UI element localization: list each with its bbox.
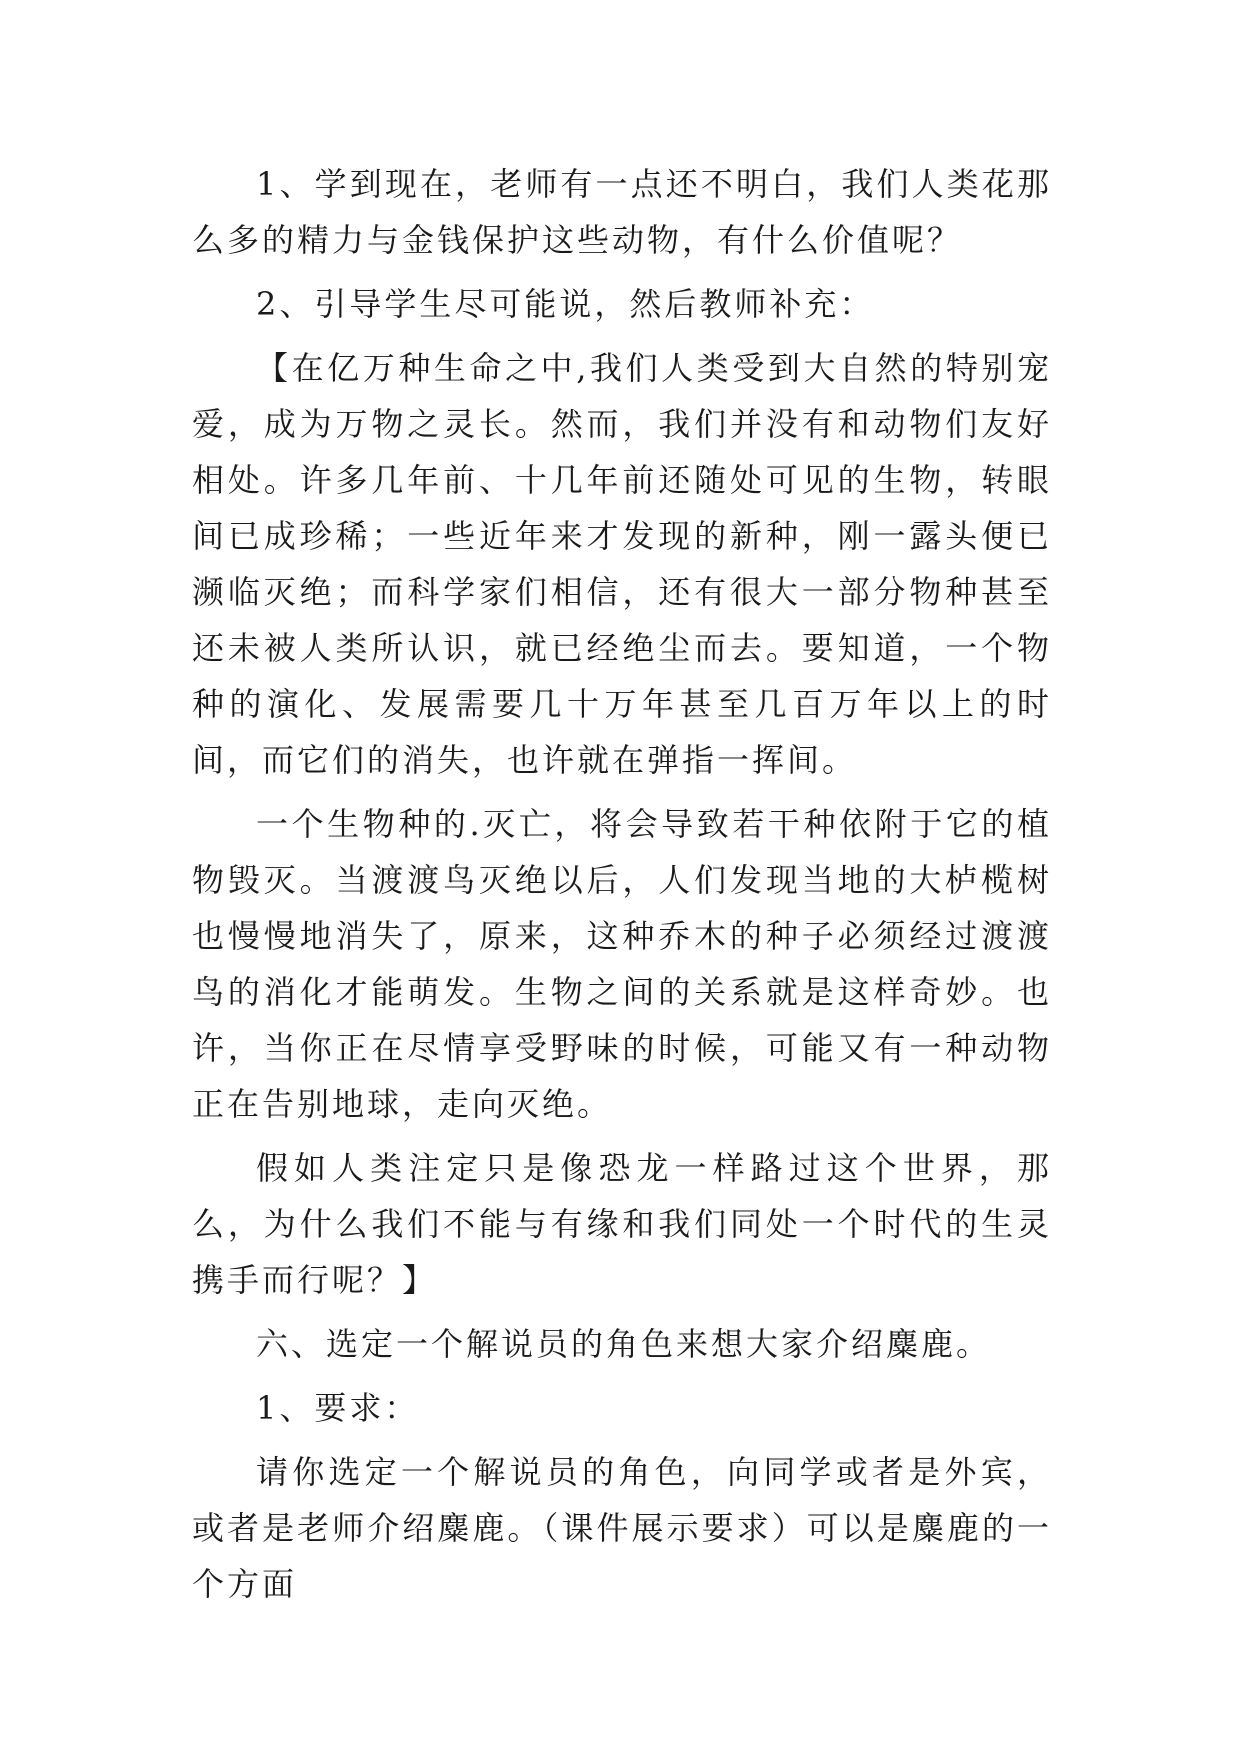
paragraph-guide: 2、引导学生尽可能说，然后教师补充： <box>256 285 875 323</box>
paragraph-extinction: 一个生物种的.灭亡，将会导致若干种依附于它的植物毁灭。当渡渡鸟灭绝以后，人们发现当地的大栌榄树也慢慢地消失了，原来，这种乔木的种子必须经过渡渡鸟的消化才能萌发。生物之间的关系就是这样奇妙。也许，当你正在尽情享受野味的时候，可能又有一种动物正在告别地球，走向灭绝。 <box>192 805 1052 1123</box>
paragraph-requirement-label: 1、要求： <box>256 1389 420 1427</box>
paragraph-question: 1、学到现在，老师有一点还不明白，我们人类花那么多的精力与金钱保护这些动物，有什么价值呢？ <box>192 165 1052 259</box>
section-heading-six: 六、选定一个解说员的角色来想大家介绍麋鹿。 <box>256 1325 992 1363</box>
paragraph-dinosaur: 假如人类注定只是像恐龙一样路过这个世界，那么，为什么我们不能与有缘和我们同处一个时代的生灵携手而行呢？】 <box>192 1149 1052 1299</box>
paragraph-requirement: 请你选定一个解说员的角色，向同学或者是外宾，或者是老师介绍麋鹿。（课件展示要求）可以是麋鹿的一个方面 <box>192 1453 1052 1603</box>
paragraph-supplement: 【在亿万种生命之中,我们人类受到大自然的特别宠爱，成为万物之灵长。然而，我们并没有和动物们友好相处。许多几年前、十几年前还随处可见的生物，转眼间已成珍稀；一些近年来才发现的新种，刚一露头便已濒临灭绝；而科学家们相信，还有很大一部分物种甚至还未被人类所认识，就已经绝尘而去。要知道，一个物种的演化、发展需要几十万年甚至几百万年以上的时间，而它们的消失，也许就在弹指一挥间。 <box>192 349 1052 779</box>
document-body <box>192 156 1052 1620</box>
